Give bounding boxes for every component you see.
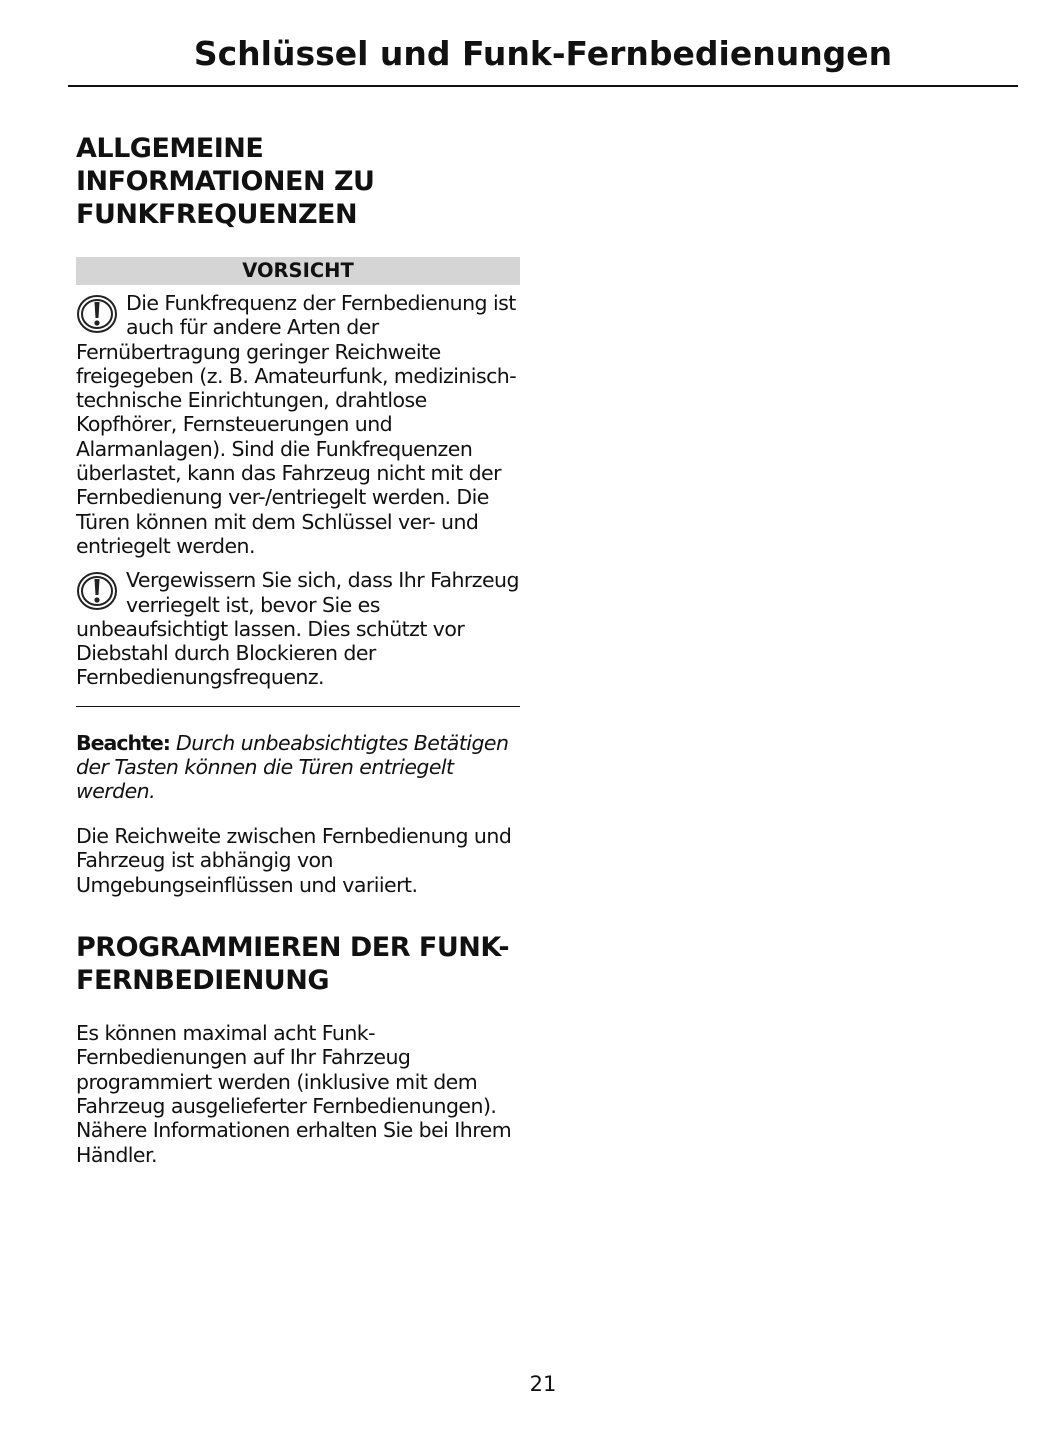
note — [76, 731, 520, 804]
page-header — [68, 30, 1018, 87]
warning-item — [76, 568, 520, 689]
page-number: 21 — [529, 1372, 557, 1396]
warning-title: VORSICHT — [76, 257, 520, 285]
main-column — [76, 132, 520, 1177]
warning-item — [76, 291, 520, 558]
note-text: Durch unbeabsichtigtes Betätigen der Tasten können die Türen entriegelt werden. — [76, 730, 509, 804]
page-title: Schlüssel und Funk-Fernbedienungen — [193, 34, 893, 73]
section-programming — [76, 931, 520, 1167]
warning-text: Die Funkfrequenz der Fernbedienung ist auch für andere Arten der Fernübertragung geringer Reichweite freigegeben (z. B. Amateurfunk, medizinisch-technische Einrichtungen, drahtlose Kopfhörer, Fernsteuerungen und Alarmanlagen). Sind die Funkfrequenzen überlastet, kann das Fahrzeug nicht mit der Fernbedienung ver-/entriegelt werden. Die Türen können mit dem Schlüssel ver- und entriegelt werden. — [76, 291, 517, 558]
warning-exclamation-icon — [76, 570, 118, 612]
note-label: Beachte: — [76, 730, 171, 755]
range-paragraph: Die Reichweite zwischen Fernbedienung und Fahrzeug ist abhängig von Umgebungseinflüssen und variiert. — [76, 824, 512, 897]
warning-exclamation-icon — [76, 293, 118, 335]
section-heading-radio-frequencies: ALLGEMEINE INFORMATIONEN ZU FUNKFREQUENZEN — [76, 133, 375, 230]
warning-box — [76, 257, 520, 707]
programming-paragraph: Es können maximal acht Funk-Fernbedienungen auf Ihr Fahrzeug programmiert werden (inklusive mit dem Fahrzeug ausgelieferter Fernbedienungen). Nähere Informationen erhalten Sie bei Ihrem Händler. — [76, 1021, 512, 1167]
section-heading-programming: PROGRAMMIEREN DER FUNK-FERNBEDIENUNG — [76, 932, 510, 997]
warning-text: Vergewissern Sie sich, dass Ihr Fahrzeug verriegelt ist, bevor Sie es unbeaufsichtigt lassen. Dies schützt vor Diebstahl durch Blockieren der Fernbedienungsfrequenz. — [76, 568, 519, 690]
